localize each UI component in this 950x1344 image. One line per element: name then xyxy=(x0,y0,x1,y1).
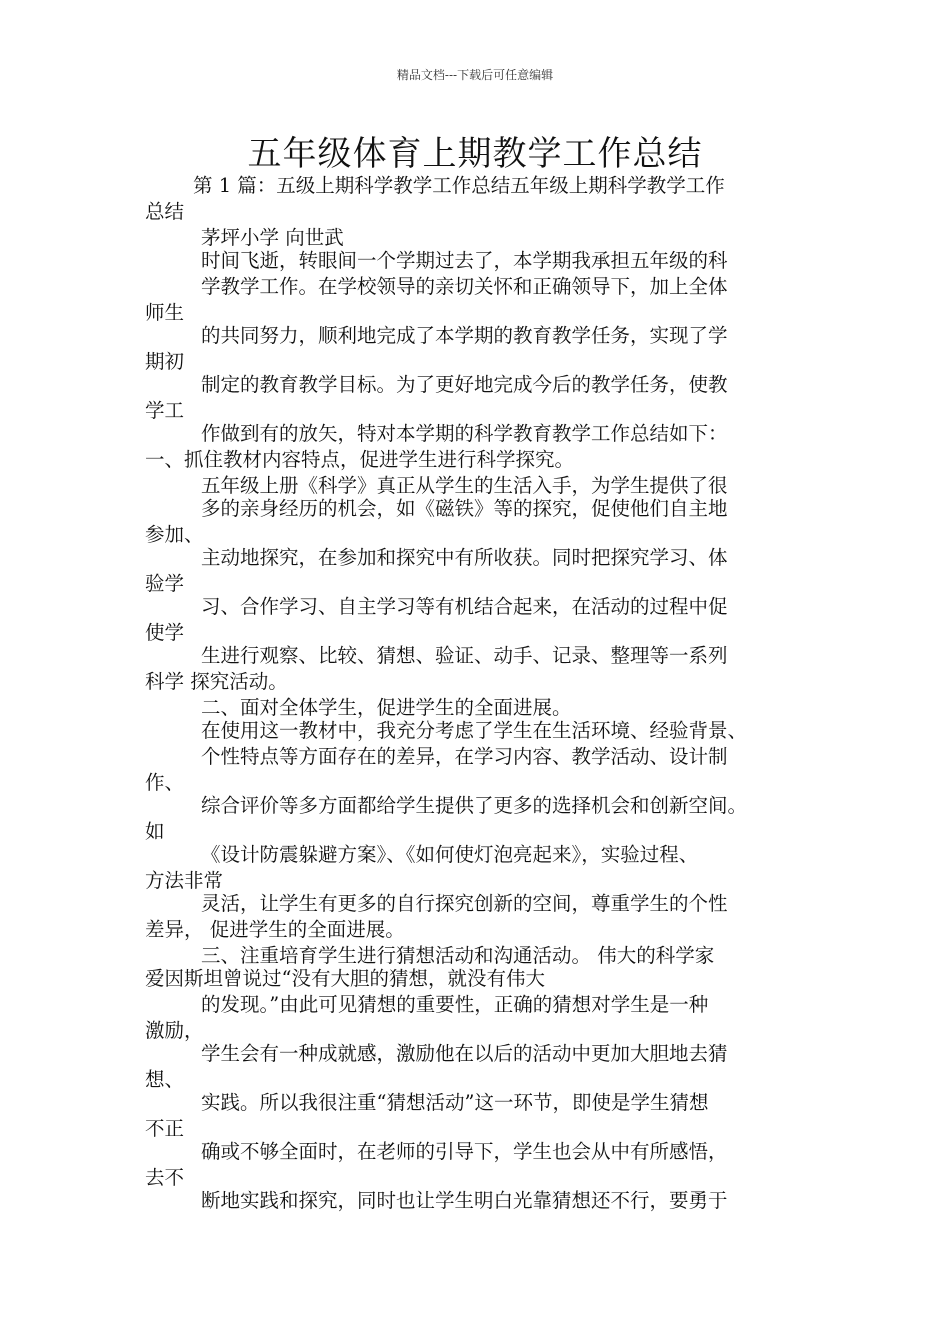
body-line: 五年级上册《科学》真正从学生的生活入手，为学生提供了很 xyxy=(201,474,728,497)
body-line: 学生会有一种成就感，激励他在以后的活动中更加大胆地去猜 xyxy=(201,1042,728,1065)
body-line: 茅坪小学 向世武 xyxy=(201,226,344,249)
body-line: 确或不够全面时，在老师的引导下，学生也会从中有所感悟， xyxy=(201,1140,728,1163)
body-line: 期初 xyxy=(145,350,185,373)
body-line: 断地实践和探究，同时也让学生明白光靠猜想还不行，要勇于 xyxy=(201,1189,728,1212)
body-line: 参加、 xyxy=(145,523,204,546)
body-line: 不正 xyxy=(145,1117,185,1140)
body-line: 三、注重培育学生进行猜想活动和沟通活动。 伟大的科学家 xyxy=(201,944,715,967)
body-line: 验学 xyxy=(145,572,185,595)
body-line: 灵活，让学生有更多的自行探究创新的空间，尊重学生的个性 xyxy=(201,892,728,915)
body-line: 二、面对全体学生，促进学生的全面进展。 xyxy=(201,696,572,719)
body-line: 总结 xyxy=(145,200,185,223)
body-line: 学工 xyxy=(145,399,185,422)
body-line: 作做到有的放矢，特对本学期的科学教育教学工作总结如下： xyxy=(201,422,728,445)
body-line: 实践。所以我很注重“猜想活动”这一环节，即使是学生猜想 xyxy=(201,1091,709,1114)
body-line: 《设计防震躲避方案》、《如何使灯泡亮起来》，实验过程、 xyxy=(201,843,699,866)
body-line: 制定的教育教学目标。为了更好地完成今后的教学任务，使教 xyxy=(201,373,728,396)
body-line: 个性特点等方面存在的差异，在学习内容、教学活动、设计制 xyxy=(201,745,728,768)
body-line: 的共同努力，顺利地完成了本学期的教育教学任务，实现了学 xyxy=(201,324,728,347)
body-line: 生进行观察、比较、猜想、验证、动手、记录、整理等一系列 xyxy=(201,644,728,667)
body-line: 使学 xyxy=(145,621,185,644)
body-line: 综合评价等多方面都给学生提供了更多的选择机会和创新空间。 xyxy=(201,794,748,817)
body-line: 习、合作学习、自主学习等有机结合起来，在活动的过程中促 xyxy=(201,595,728,618)
body-line: 主动地探究，在参加和探究中有所收获。同时把探究学习、体 xyxy=(201,546,728,569)
document-title: 五年级体育上期教学工作总结 xyxy=(247,134,703,174)
body-line: 的发现。”由此可见猜想的重要性，正确的猜想对学生是一种 xyxy=(201,993,709,1016)
body-line: 激励， xyxy=(145,1019,204,1042)
body-line: 差异， 促进学生的全面进展。 xyxy=(145,918,405,941)
body-line: 多的亲身经历的机会，如《磁铁》等的探究，促使他们自主地 xyxy=(201,497,728,520)
body-line: 科学 探究活动。 xyxy=(145,670,288,693)
body-line: 第 1 篇：五级上期科学教学工作总结五年级上期科学教学工作 xyxy=(193,174,725,197)
body-line: 师生 xyxy=(145,301,185,324)
body-line: 一、抓住教材内容特点，促进学生进行科学探究。 xyxy=(145,448,575,471)
body-line: 作、 xyxy=(145,771,185,794)
body-line: 学教学工作。在学校领导的亲切关怀和正确领导下，加上全体 xyxy=(201,275,728,298)
body-line: 去不 xyxy=(145,1166,185,1189)
page-header: 精品文档---下载后可任意编辑 xyxy=(396,68,554,82)
body-line: 方法非常 xyxy=(145,869,224,892)
body-line: 爱因斯坦曾说过“没有大胆的猜想，就没有伟大 xyxy=(145,967,545,990)
body-line: 想、 xyxy=(145,1068,185,1091)
body-line: 在使用这一教材中，我充分考虑了学生在生活环境、经验背景、 xyxy=(201,719,748,742)
body-line: 时间飞逝，转眼间一个学期过去了，本学期我承担五年级的科 xyxy=(201,249,728,272)
body-line: 如 xyxy=(145,820,165,843)
